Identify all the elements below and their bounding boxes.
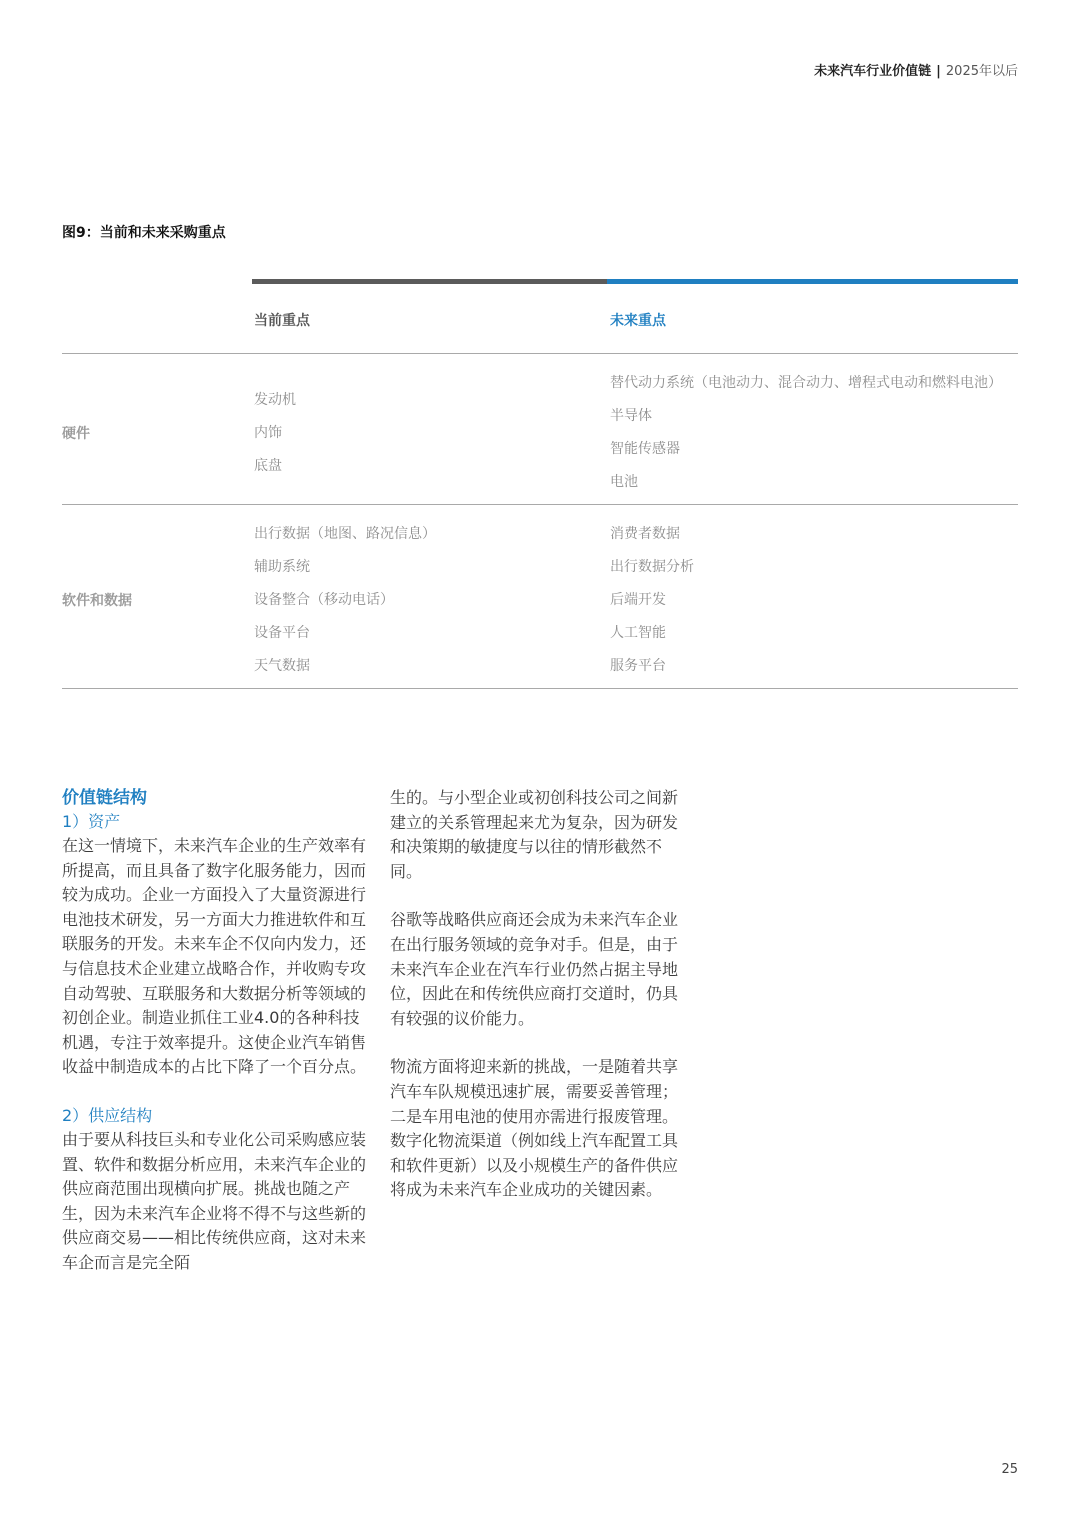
list-item: 服务平台 bbox=[610, 658, 666, 674]
table-divider bbox=[62, 688, 1018, 689]
software-future-list bbox=[610, 524, 694, 689]
list-item: 替代动力系统（电池动力、混合动力、增程式电动和燃料电池） bbox=[610, 375, 1002, 391]
right-text-column bbox=[390, 786, 690, 1203]
list-item: 辅助系统 bbox=[254, 559, 310, 575]
list-item: 半导体 bbox=[610, 408, 652, 424]
header-subtitle: 2025年以后 bbox=[945, 64, 1018, 79]
hardware-future-list bbox=[610, 373, 1002, 505]
section-title: 价值链结构 bbox=[62, 788, 147, 808]
list-item: 后端开发 bbox=[610, 592, 666, 608]
list-item: 消费者数据 bbox=[610, 526, 680, 542]
list-item: 智能传感器 bbox=[610, 441, 680, 457]
list-item: 内饰 bbox=[254, 425, 282, 441]
page-number: 25 bbox=[1001, 1462, 1018, 1477]
paragraph-continuation: 生的。与小型企业或初创科技公司之间新建立的关系管理起来尤为复杂，因为研发和决策期的敏捷度与以往的情形截然不同。 bbox=[390, 788, 679, 881]
paragraph-strategic-suppliers: 谷歌等战略供应商还会成为未来汽车企业在出行服务领域的竞争对手。但是，由于未来汽车企业在汽车行业仍然占据主导地位，因此在和传统供应商打交道时，仍具有较强的议价能力。 bbox=[390, 910, 679, 1028]
list-item: 设备整合（移动电话） bbox=[254, 592, 394, 608]
paragraph-logistics: 物流方面将迎来新的挑战，一是随着共享汽车车队规模迅速扩展，需要妥善管理；二是车用电池的使用亦需进行报废管理。数字化物流渠道（例如线上汽车配置工具和软件更新）以及小规模生产的备件供应将成为未来汽车企业成功的关键因素。 bbox=[390, 1057, 679, 1200]
subsection-title-assets: 1）资产 bbox=[62, 812, 121, 831]
table-divider bbox=[62, 353, 1018, 354]
list-item: 出行数据分析 bbox=[610, 559, 694, 575]
list-item: 设备平台 bbox=[254, 625, 310, 641]
assets-paragraph: 在这一情境下，未来汽车企业的生产效率有所提高，而且具备了数字化服务能力，因而较为成功。企业一方面投入了大量资源进行电池技术研发，另一方面大力推进软件和互联服务的开发。未来车企不仅向内发力，还与信息技术企业建立战略合作，并收购专攻自动驾驶、互联服务和大数据分析等领域的初创企业。制造业抓住工业4.0的各种科技机遇，专注于效率提升。这使企业汽车销售收益中制造成本的占比下降了一个百分点。 bbox=[62, 836, 367, 1077]
list-item: 天气数据 bbox=[254, 658, 310, 674]
supply-paragraph: 由于要从科技巨头和专业化公司采购感应装置、软件和数据分析应用，未来汽车企业的供应商范围出现横向扩展。挑战也随之产生，因为未来汽车企业将不得不与这些新的供应商交易——相比传统供应商，这对未来车企而言是完全陌 bbox=[62, 1129, 367, 1272]
row-label-software-data: 软件和数据 bbox=[62, 593, 132, 609]
list-item: 出行数据（地图、路况信息） bbox=[254, 526, 436, 542]
list-item: 底盘 bbox=[254, 458, 282, 474]
future-focus-header: 未来重点 bbox=[610, 313, 666, 329]
software-current-list bbox=[254, 524, 436, 689]
list-item: 人工智能 bbox=[610, 625, 666, 641]
list-item: 发动机 bbox=[254, 392, 296, 408]
current-column-bar bbox=[252, 279, 607, 284]
row-label-hardware: 硬件 bbox=[62, 426, 90, 442]
subsection-title-supply: 2）供应结构 bbox=[62, 1105, 153, 1125]
list-item: 电池 bbox=[610, 474, 638, 490]
header-separator: | bbox=[936, 64, 941, 79]
header-title: 未来汽车行业价值链 bbox=[814, 64, 932, 79]
current-focus-header: 当前重点 bbox=[254, 313, 310, 329]
hardware-current-list bbox=[254, 390, 296, 489]
future-column-bar bbox=[607, 279, 1018, 284]
left-text-column bbox=[62, 786, 367, 1276]
figure-title: 图9：当前和未来采购重点 bbox=[62, 225, 226, 241]
running-header bbox=[814, 60, 1018, 79]
